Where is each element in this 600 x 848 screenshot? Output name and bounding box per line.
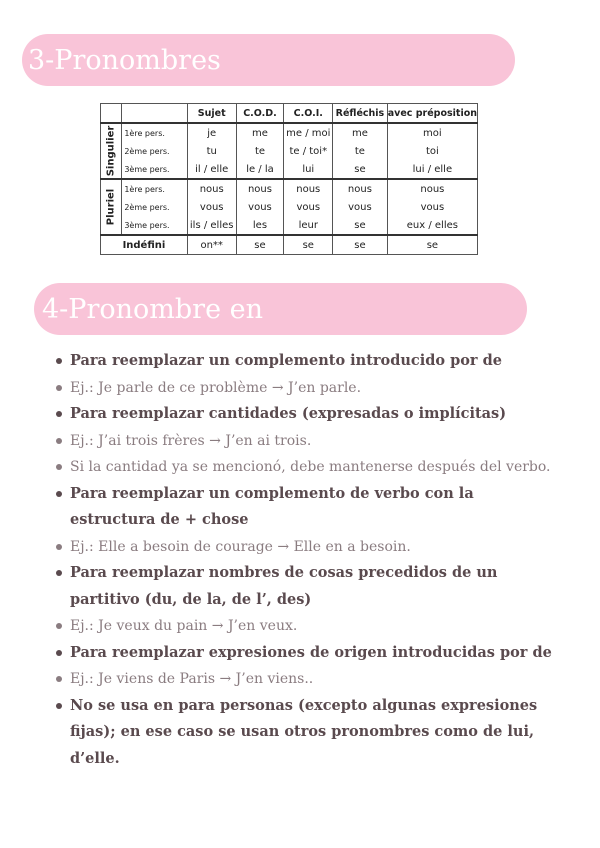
table-cell: vous xyxy=(333,198,388,216)
table-cell: me / moi xyxy=(284,123,333,142)
table-cell: se xyxy=(333,235,388,255)
table-cell: moi xyxy=(387,123,477,142)
table-cell: leur xyxy=(284,216,333,235)
table-row xyxy=(101,179,478,198)
table-cell: nous xyxy=(333,179,388,198)
pronoun-table xyxy=(100,103,478,255)
table-cell: te xyxy=(236,142,284,160)
table-cell: lui / elle xyxy=(387,160,477,179)
table-cell: 2ème pers. xyxy=(122,142,188,160)
table-cell: se xyxy=(387,235,477,255)
table-row xyxy=(101,160,478,179)
table-cell: vous xyxy=(187,198,236,216)
table-cell: me xyxy=(333,123,388,142)
table-cell: le / la xyxy=(236,160,284,179)
table-row xyxy=(101,142,478,160)
section-4-title: 4-Pronombre en xyxy=(42,293,263,325)
table-cell: les xyxy=(236,216,284,235)
table-cell: te xyxy=(333,142,388,160)
list-item: Para reemplazar nombres de cosas precedidos de un partitivo (du, de la, de l’, des) xyxy=(50,560,560,613)
list-item: Para reemplazar un complemento de verbo con la estructura de + chose xyxy=(50,481,560,534)
usage-list xyxy=(50,348,560,772)
list-item: Para reemplazar expresiones de origen introducidas por de xyxy=(50,640,560,667)
table-cell: nous xyxy=(187,179,236,198)
table-row-indefini xyxy=(101,235,478,255)
table-row xyxy=(101,216,478,235)
table-cell: eux / elles xyxy=(387,216,477,235)
section-3-banner xyxy=(22,34,515,86)
table-cell: se xyxy=(284,235,333,255)
table-cell: lui xyxy=(284,160,333,179)
table-row xyxy=(101,198,478,216)
table-row xyxy=(101,123,478,142)
list-item: Ej.: Elle a besoin de courage → Elle en a besoin. xyxy=(50,534,560,561)
table-cell: se xyxy=(236,235,284,255)
list-item: Si la cantidad ya se mencionó, debe mantenerse después del verbo. xyxy=(50,454,560,481)
table-corner xyxy=(122,104,188,124)
table-cell: il / elle xyxy=(187,160,236,179)
pluriel-label: Pluriel xyxy=(101,179,122,235)
header-coi: C.O.I. xyxy=(284,104,333,124)
table-cell: on** xyxy=(187,235,236,255)
list-item: Ej.: Je viens de Paris → J’en viens.. xyxy=(50,666,560,693)
table-cell: Indéfini xyxy=(101,235,188,255)
list-item: Ej.: J’ai trois frères → J’en ai trois. xyxy=(50,428,560,455)
section-4-banner xyxy=(34,283,527,335)
section-3-title: 3-Pronombres xyxy=(28,44,221,76)
header-avec-preposition: avec préposition xyxy=(387,104,477,124)
table-cell: se xyxy=(333,160,388,179)
table-cell: nous xyxy=(387,179,477,198)
list-item: Para reemplazar un complemento introducido por de xyxy=(50,348,560,375)
table-cell: me xyxy=(236,123,284,142)
table-cell: vous xyxy=(236,198,284,216)
table-cell: se xyxy=(333,216,388,235)
table-cell: 2ème pers. xyxy=(122,198,188,216)
table-cell: ils / elles xyxy=(187,216,236,235)
table-cell: vous xyxy=(284,198,333,216)
table-cell: vous xyxy=(387,198,477,216)
table-cell: tu xyxy=(187,142,236,160)
list-item: Ej.: Je parle de ce problème → J’en parle. xyxy=(50,375,560,402)
table-cell: 1ère pers. xyxy=(122,179,188,198)
header-reflechis: Réfléchis xyxy=(333,104,388,124)
table-cell: te / toi* xyxy=(284,142,333,160)
header-cod: C.O.D. xyxy=(236,104,284,124)
table-cell: 1ère pers. xyxy=(122,123,188,142)
table-cell: nous xyxy=(236,179,284,198)
header-sujet: Sujet xyxy=(187,104,236,124)
table-corner xyxy=(101,104,122,124)
list-item: Para reemplazar cantidades (expresadas o implícitas) xyxy=(50,401,560,428)
table-cell: 3ème pers. xyxy=(122,216,188,235)
list-item: Ej.: Je veux du pain → J’en veux. xyxy=(50,613,560,640)
singulier-label: Singulier xyxy=(101,123,122,179)
table-cell: toi xyxy=(387,142,477,160)
list-item: No se usa en para personas (excepto algunas expresiones fijas); en ese caso se usan otros pronombres como de lui, d’elle. xyxy=(50,693,560,773)
table-cell: je xyxy=(187,123,236,142)
table-cell: nous xyxy=(284,179,333,198)
table-header-row xyxy=(101,104,478,124)
table-cell: 3ème pers. xyxy=(122,160,188,179)
